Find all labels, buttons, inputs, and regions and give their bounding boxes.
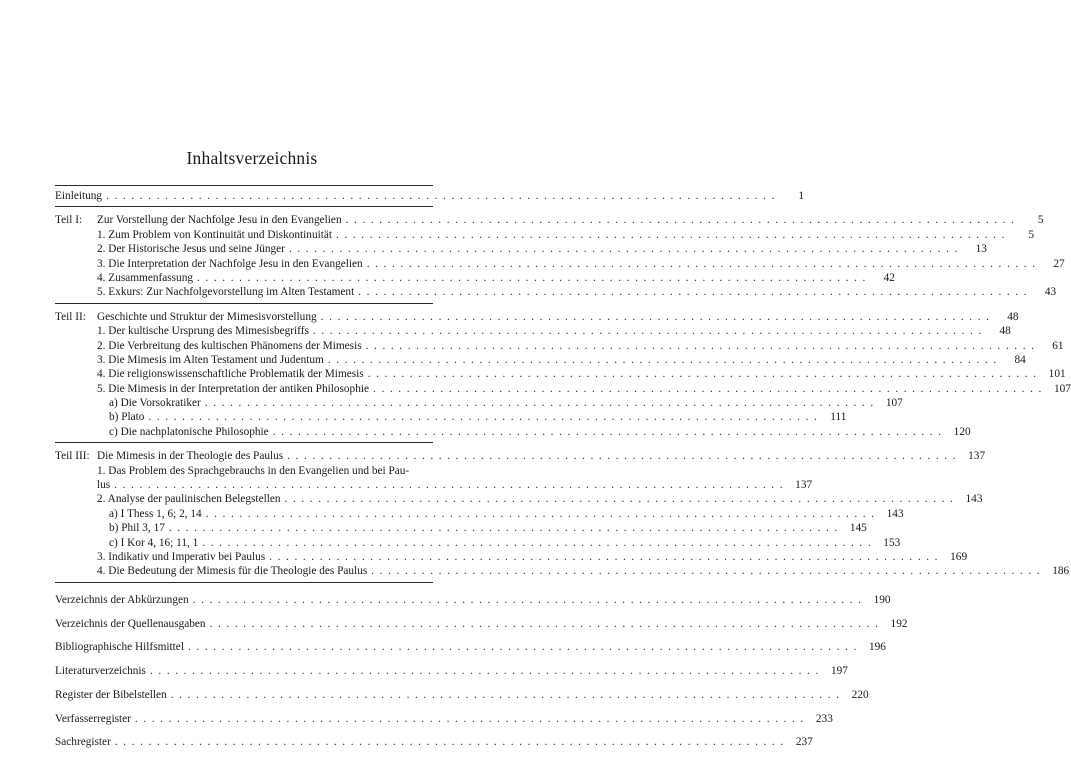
toc-subentry — [55, 425, 971, 439]
toc-part-heading — [55, 449, 986, 463]
page-number: 27 — [1053, 257, 1065, 270]
page-number: 5 — [1037, 214, 1044, 227]
toc-entry — [55, 353, 1026, 367]
leader-dots: ................................................................................ — [114, 479, 789, 492]
entry-title: Einleitung — [55, 190, 103, 202]
toc-entry — [55, 228, 1034, 242]
toc-entry — [55, 735, 813, 749]
toc-subentry — [55, 536, 901, 550]
divider — [55, 185, 433, 186]
toc-entry — [55, 324, 1011, 338]
entry-title: 3. Die Mimesis im Alten Testament und Judentum — [97, 353, 324, 366]
leader-dots: ................................................................................ — [371, 565, 1046, 578]
leader-dots: ................................................................................ — [284, 493, 959, 506]
page-number: 186 — [1052, 565, 1070, 578]
toc-subentry — [55, 521, 867, 535]
page-title: Inhaltsverzeichnis — [186, 148, 318, 168]
entry-title: 1. Das Problem des Sprachgebrauchs in den Evangelien und bei Pau- — [97, 464, 410, 477]
entry-title: 4. Zusammenfassung — [97, 271, 194, 284]
page-number: 197 — [830, 665, 848, 678]
page-number: 111 — [830, 411, 847, 424]
entry-title: 2. Analyse der paulinischen Belegstellen — [97, 493, 281, 506]
page-number: 233 — [815, 712, 833, 725]
leader-dots: ................................................................................ — [168, 522, 843, 535]
toc-entry — [55, 564, 1070, 578]
divider — [55, 442, 433, 443]
leader-dots: ................................................................................ — [367, 368, 1042, 381]
page-number: 13 — [975, 243, 987, 256]
entry-title: 3. Indikativ und Imperativ bei Paulus — [97, 550, 266, 563]
page-number: 169 — [950, 550, 968, 563]
page-number: 107 — [885, 397, 903, 410]
entry-title: Verzeichnis der Quellenausgaben — [55, 617, 206, 630]
entry-title: b) Phil 3, 17 — [109, 522, 165, 535]
entry-title: Geschichte und Struktur der Mimesisvorstellung — [97, 310, 317, 323]
page-number: 220 — [851, 688, 869, 701]
leader-dots: ................................................................................ — [287, 450, 962, 463]
page-number: 143 — [965, 493, 983, 506]
entry-title: 5. Die Mimesis in der Interpretation der antiken Philosophie — [97, 382, 370, 395]
entry-title: Zur Vorstellung der Nachfolge Jesu in den Evangelien — [97, 214, 342, 227]
page-number: 192 — [890, 617, 908, 630]
entry-title: Verzeichnis der Abkürzungen — [55, 593, 189, 606]
leader-dots: ................................................................................ — [312, 325, 987, 338]
toc-subentry — [55, 396, 903, 410]
page-number: 153 — [883, 536, 901, 549]
leader-dots: ................................................................................ — [149, 665, 824, 678]
toc-entry — [55, 478, 813, 492]
leader-dots: ................................................................................ — [170, 688, 845, 701]
entry-title: 4. Die Bedeutung der Mimesis für die Theologie des Paulus — [97, 565, 368, 578]
entry-title: 4. Die religionswissenschaftliche Problematik der Mimesis — [97, 368, 364, 381]
divider — [55, 303, 433, 304]
toc-entry — [55, 285, 1057, 299]
page-number: 107 — [1054, 382, 1071, 395]
page-number: 43 — [1044, 286, 1057, 299]
leader-dots: ................................................................................ — [336, 228, 1010, 241]
entry-title: Literaturverzeichnis — [55, 665, 146, 678]
entry-title: 5. Exkurs: Zur Nachfolgevorstellung im Alten Testament — [97, 286, 355, 299]
page-number: 145 — [849, 522, 867, 535]
back-matter — [55, 593, 908, 750]
leader-dots: ................................................................................ — [134, 712, 809, 725]
part-label: Teil I: — [55, 214, 83, 227]
toc-entry — [55, 688, 869, 702]
toc-entry — [55, 339, 1064, 353]
leader-dots: ................................................................................ — [148, 411, 823, 424]
leader-dots: ................................................................................ — [288, 243, 963, 256]
leader-dots: ................................................................................ — [202, 536, 877, 549]
divider — [55, 582, 433, 583]
toc-entry — [55, 367, 1066, 381]
toc-entry — [55, 593, 891, 607]
toc-entry — [55, 382, 1071, 396]
leader-dots: ................................................................................ — [327, 353, 1002, 366]
leader-dots: ................................................................................ — [366, 257, 1041, 270]
toc-entry-line — [55, 464, 433, 478]
leader-dots: ................................................................................ — [365, 339, 1040, 352]
toc-entry — [55, 664, 848, 678]
leader-dots: ................................................................................ — [197, 271, 871, 284]
page-number: 143 — [886, 507, 904, 520]
entry-title: c) Die nachplatonische Philosophie — [109, 425, 269, 438]
leader-dots: ................................................................................ — [205, 507, 880, 520]
part-label: Teil III: — [55, 450, 90, 463]
toc-subentry — [55, 507, 904, 521]
page-number: 48 — [1007, 310, 1019, 323]
leader-dots: ................................................................................ — [373, 382, 1047, 395]
leader-dots: ................................................................................ — [106, 190, 781, 202]
entry-title: b) Plato — [109, 411, 145, 424]
entry-title: 2. Der Historische Jesus und seine Jünger — [97, 243, 285, 256]
page-number: 42 — [883, 271, 895, 284]
entry-title-continued: lus — [97, 479, 111, 492]
page-number: 5 — [1028, 228, 1034, 241]
entry-title: c) I Kor 4, 16; 11, 1 — [109, 536, 199, 549]
entry-title: Bibliographische Hilfsmittel — [55, 641, 184, 654]
entry-title: 2. Die Verbreitung des kultischen Phänomens der Mimesis — [97, 339, 362, 352]
page-number: 196 — [868, 641, 886, 654]
entry-title: Register der Bibelstellen — [55, 688, 167, 701]
toc-part-heading — [55, 213, 1044, 227]
page-number: 120 — [953, 425, 971, 438]
entry-title: Verfasserregister — [55, 712, 131, 725]
page-number: 101 — [1048, 368, 1066, 381]
part-label: Teil II: — [55, 310, 86, 323]
leader-dots: ................................................................................ — [320, 310, 995, 323]
entry-title: a) I Thess 1, 6; 2, 14 — [109, 507, 202, 520]
page-number: 48 — [999, 325, 1011, 338]
toc-entry — [55, 492, 983, 506]
entry-title: 3. Die Interpretation der Nachfolge Jesu in den Evangelien — [97, 257, 363, 270]
entry-title: 1. Zum Problem von Kontinuität und Diskontinuität — [97, 228, 333, 241]
toc-entry — [55, 640, 886, 654]
leader-dots: ................................................................................ — [114, 736, 789, 749]
toc-subentry — [55, 410, 847, 424]
page-number: 84 — [1014, 353, 1026, 366]
page-number: 61 — [1052, 339, 1064, 352]
toc-entry — [55, 271, 895, 285]
leader-dots: ................................................................................ — [358, 286, 1033, 299]
toc-part-heading — [55, 310, 1019, 324]
page-number: 137 — [795, 479, 813, 492]
table-of-contents — [55, 185, 1071, 759]
divider — [55, 206, 433, 207]
toc-entry — [55, 242, 987, 256]
page-number: 190 — [873, 593, 891, 606]
leader-dots: ................................................................................ — [209, 617, 884, 630]
page-number: 237 — [795, 736, 813, 749]
page-number: 1 — [798, 190, 805, 202]
page-number: 137 — [968, 450, 986, 463]
toc-entry — [55, 550, 968, 564]
toc-entry — [55, 712, 833, 726]
leader-dots: ................................................................................ — [269, 550, 944, 563]
leader-dots: ................................................................................ — [272, 425, 947, 438]
entry-title: a) Die Vorsokratiker — [109, 397, 201, 410]
entry-title: Die Mimesis in der Theologie des Paulus — [97, 450, 284, 463]
leader-dots: ................................................................................ — [204, 397, 879, 410]
leader-dots: ................................................................................ — [192, 593, 867, 606]
toc-entry-intro — [55, 189, 805, 203]
toc-entry — [55, 257, 1065, 271]
entry-title: Sachregister — [55, 736, 111, 749]
entry-title: 1. Der kultische Ursprung des Mimesisbegriffs — [97, 325, 309, 338]
leader-dots: ................................................................................ — [187, 641, 862, 654]
leader-dots: ................................................................................ — [345, 214, 1020, 227]
toc-entry — [55, 617, 908, 631]
